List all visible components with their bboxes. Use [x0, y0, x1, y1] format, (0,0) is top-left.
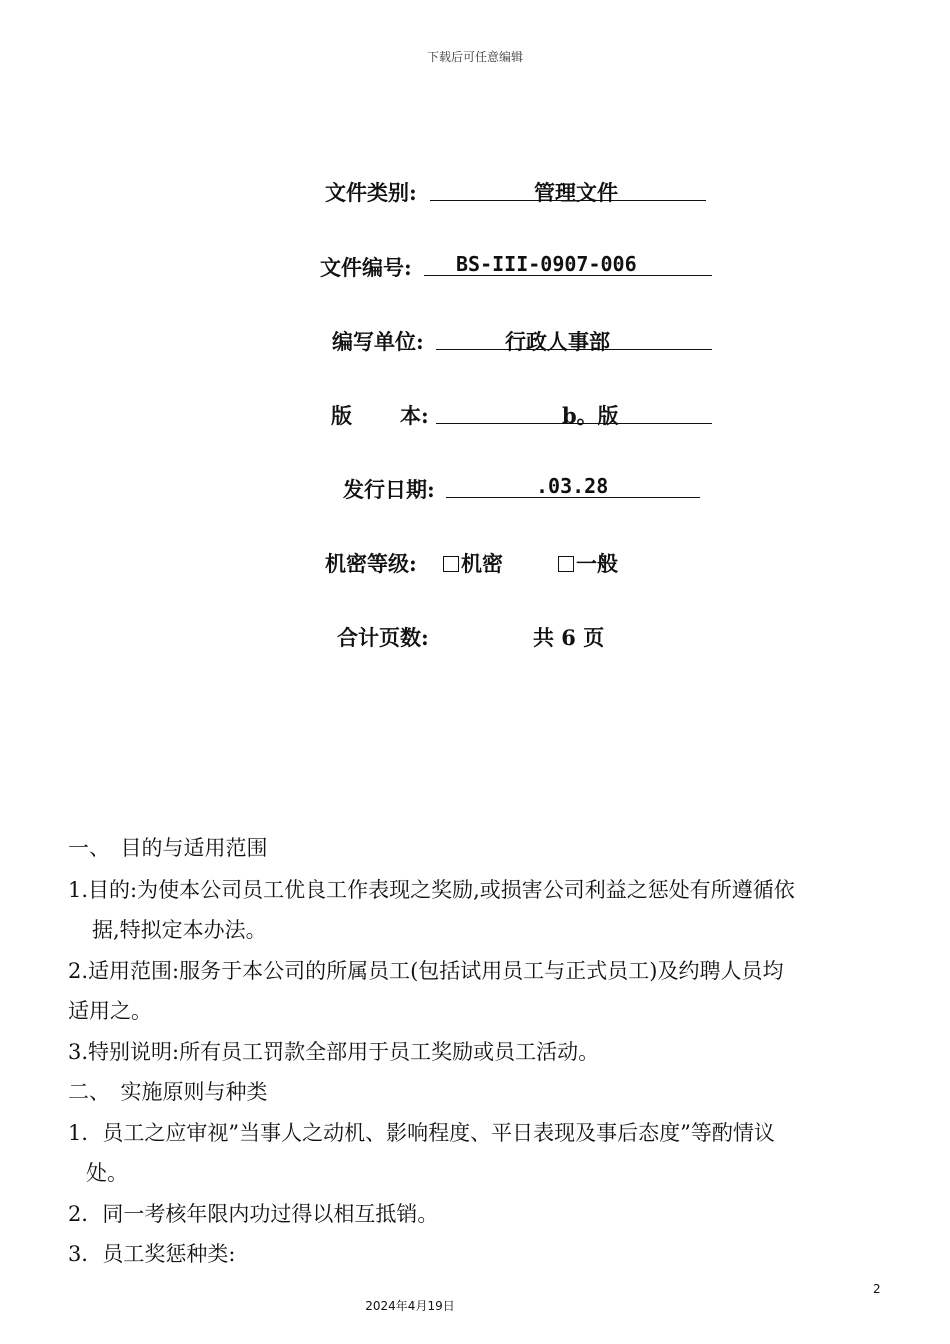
pages-label: 合计页数:: [337, 625, 429, 650]
number-label: 文件编号:: [320, 255, 412, 280]
version-label-b: 本:: [400, 403, 429, 428]
secret-label: 机密等级:: [325, 551, 417, 576]
number-value: BS-III-0907-006: [456, 252, 637, 276]
section-2-title: 二、 实施原则与种类: [68, 1080, 268, 1104]
section-2-para-3: 3．员工奖惩种类:: [68, 1242, 236, 1266]
category-label: 文件类别:: [325, 180, 417, 205]
unit-label: 编写单位:: [332, 329, 424, 354]
date-label: 发行日期:: [343, 477, 435, 502]
category-value: 管理文件: [534, 180, 618, 205]
checkbox-icon: [558, 556, 574, 572]
version-value: b。版: [562, 403, 619, 428]
section-1-title: 一、 目的与适用范围: [68, 836, 268, 860]
footer-date: 2024年4月19日: [365, 1299, 455, 1313]
section-1-para-3: 3.特别说明:所有员工罚款全部用于员工奖励或员工活动。: [68, 1040, 600, 1064]
secret-option-confidential-label: 机密: [461, 551, 503, 576]
secret-option-general-label: 一般: [576, 551, 618, 576]
secret-option-general: [558, 548, 618, 578]
section-2-para-2: 2．同一考核年限内功过得以相互抵销。: [68, 1202, 439, 1226]
page-number: 2: [873, 1282, 881, 1296]
version-label-a: 版: [331, 403, 352, 428]
section-2-para-1-line-1: 1．员工之应审视”当事人之动机、影响程度、平日表现及事后态度”等酌情议: [68, 1121, 775, 1145]
secret-option-confidential: [443, 548, 503, 578]
unit-value: 行政人事部: [505, 329, 610, 354]
section-1-para-1-line-1: 1.目的:为使本公司员工优良工作表现之奖励,或损害公司利益之惩处有所遵循依: [68, 878, 795, 902]
section-2-para-1-line-2: 处。: [86, 1161, 128, 1185]
section-1-para-1-line-2: 据,特拟定本办法。: [92, 918, 267, 942]
section-1-para-2-line-2: 适用之。: [68, 999, 152, 1023]
checkbox-icon: [443, 556, 459, 572]
pages-value: 共 6 页: [533, 625, 605, 650]
date-value: .03.28: [536, 474, 609, 498]
header-note: 下载后可任意编辑: [426, 50, 523, 64]
section-1-para-2-line-1: 2.适用范围:服务于本公司的所属员工(包括试用员工与正式员工)及约聘人员均: [68, 959, 784, 983]
